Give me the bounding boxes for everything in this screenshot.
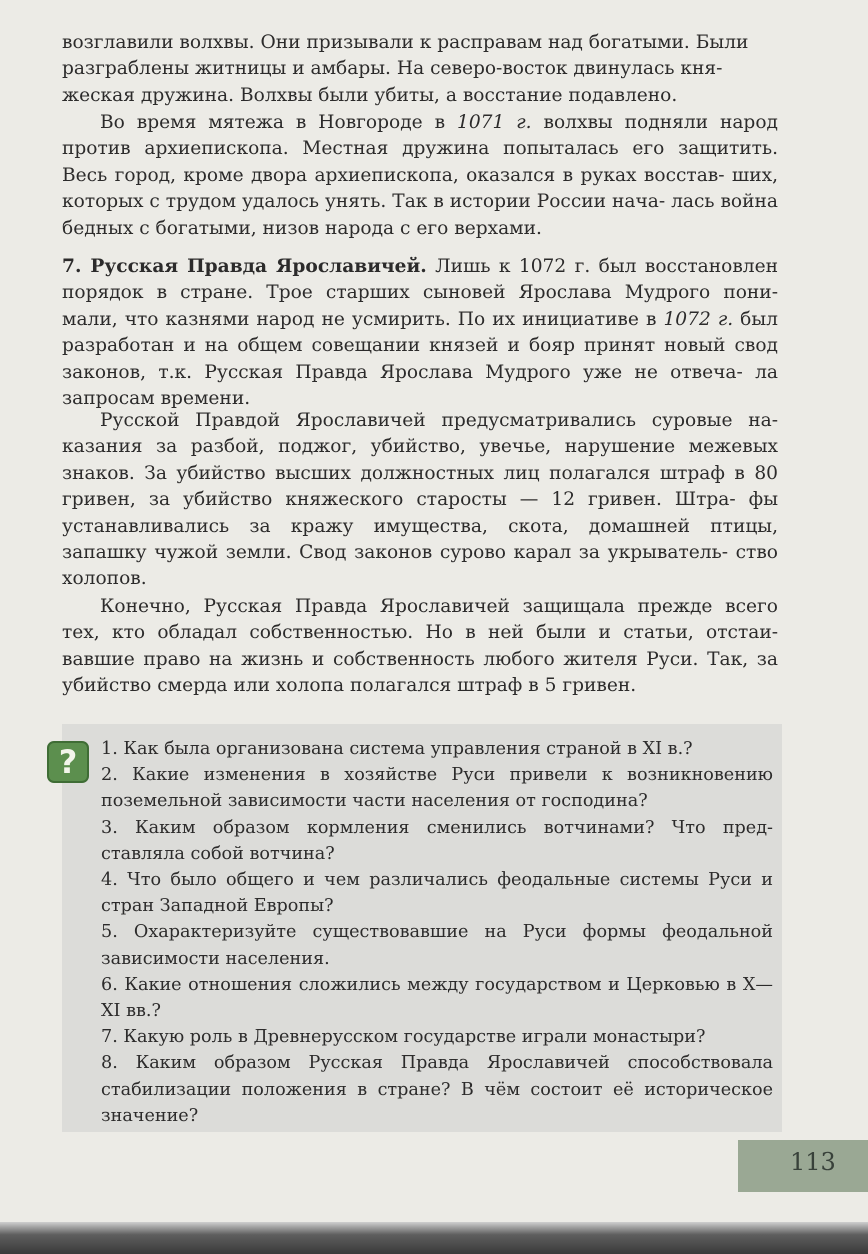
question-item: 3. Каким образом кормления сменились вотчинами? Что пред- ставляла собой вотчина?	[101, 817, 773, 864]
paragraph-text: волхвы подняли народ против архиепископа. Местная дружина попыталась его защитить. Весь город, кроме двора архиепископа, оказался в руках восстав- ших, которых с трудом удалось унять. Так в истории России нача- лась война бедных с богатыми, низов народа с его верхами.	[62, 112, 778, 239]
paragraph-text: Русской Правдой Ярославичей предусматривались суровые на- казания за разбой, поджог, убийство, увечье, нарушение межевых знаков. За убийство высших должностных лиц полагался штраф в 80 гривен, за убийство княжеского старосты — 12 гривен. Штра- фы устанавливались за кражу имущества, скота, домашней птицы, запашку чужой земли. Свод законов сурово карал за укрыватель- ство холопов.	[62, 410, 778, 590]
paragraph-text: Во время мятежа в Новгороде в	[100, 112, 457, 133]
paragraph-line: возглавили волхвы. Они призывали к расправам над богатыми. Были	[62, 32, 749, 53]
questions-list	[101, 736, 773, 1129]
paragraph-russkaya-pravda	[62, 254, 778, 412]
question-item: 6. Какие отношения сложились между государством и Церковью в X—XI вв.?	[101, 974, 773, 1022]
question-item: 5. Охарактеризуйте существовавшие на Руси формы феодальной зависимости населения.	[101, 922, 773, 969]
paragraph-uprising	[62, 30, 778, 109]
question-item: 1. Как была организована система управления страной в XI в.?	[101, 739, 693, 759]
paragraph-punishments	[62, 408, 778, 593]
section-title: 7. Русская Правда Ярославичей.	[62, 256, 427, 277]
question-icon: ?	[47, 741, 89, 783]
paragraph-line: жеская дружина. Волхвы были убиты, а восстание подавлено.	[62, 84, 678, 106]
paragraph-property	[62, 594, 778, 700]
year-1071: 1071 г.	[457, 112, 532, 133]
question-item: 4. Что было общего и чем различались феодальные системы Руси и стран Западной Европы?	[101, 870, 773, 917]
paragraph-text: Лишь к 1072 г. был восстановлен порядок в стране. Трое старших сыновей Ярослава Мудрого пони- мали, что казнями народ не усмирить. По их инициативе в	[62, 256, 778, 330]
question-item: 2. Какие изменения в хозяйстве Руси привели к возникновению поземельной зависимости части населения от господина?	[101, 765, 773, 812]
scan-bottom-edge	[0, 1222, 868, 1254]
page-number: 113	[790, 1148, 836, 1176]
paragraph-text: был разработан и на общем совещании князей и бояр принят новый свод законов, т.к. Русская Правда Ярослава Мудрого уже не отвеча- ла запросам времени.	[62, 308, 778, 410]
paragraph-novgorod	[62, 110, 778, 242]
paragraph-text: Конечно, Русская Правда Ярославичей защищала прежде всего тех, кто обладал собственностью. Но в ней были и статьи, отстаи- вавшие право на жизнь и собственность любого жителя Руси. Так, за убийство смерда или холопа полагался штраф в 5 гривен.	[62, 596, 778, 697]
question-item: 8. Каким образом Русская Правда Ярославичей способствовала стабилизации положения в стране? В чём состоит её историческое значение?	[101, 1053, 773, 1126]
question-item: 7. Какую роль в Древнерусском государстве играли монастыри?	[101, 1027, 706, 1048]
year-1072: 1072 г.	[663, 308, 734, 330]
paragraph-line: разграблены житницы и амбары. На северо-восток двинулась кня-	[62, 58, 723, 80]
